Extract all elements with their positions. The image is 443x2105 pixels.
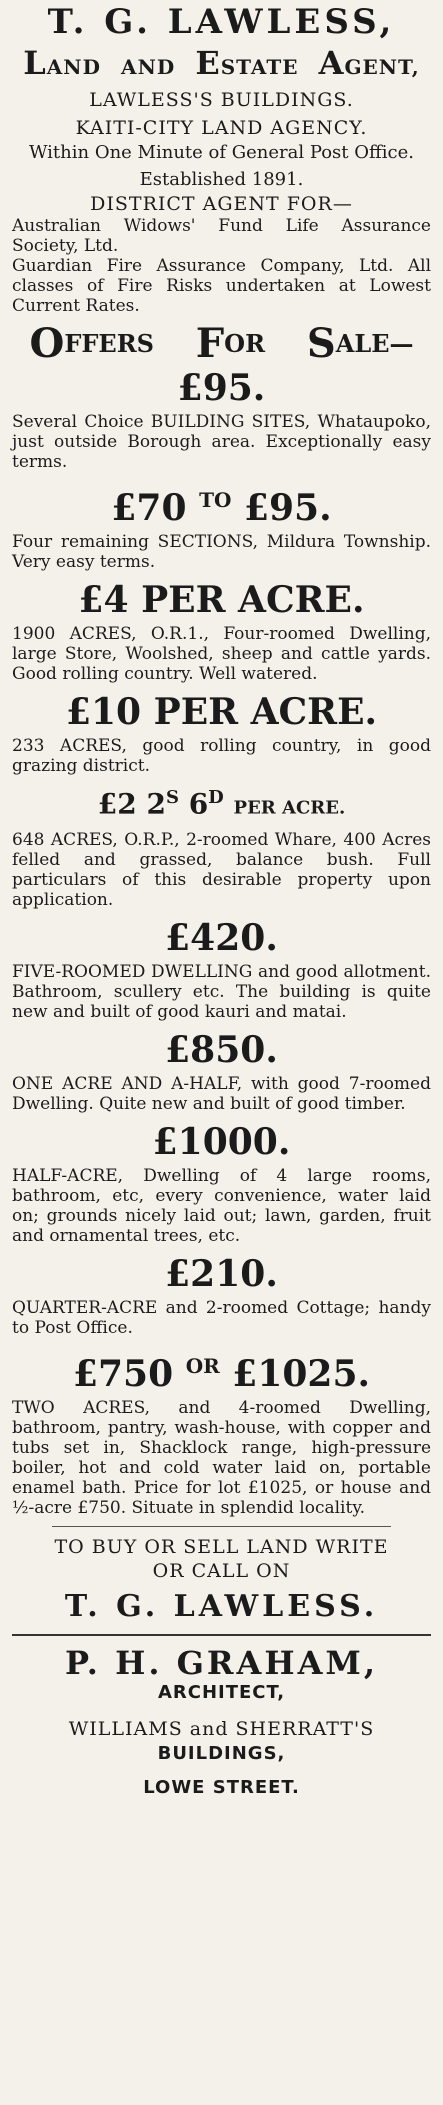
header-name: T. G. LAWLESS,: [47, 2, 396, 42]
header-agency-1: Australian Widows' Fund Life Assurance Society, Ltd.: [12, 216, 431, 256]
closing-line-1: TO BUY OR SELL LAND WRITE: [54, 1536, 389, 1559]
closing-line-2: OR CALL ON: [152, 1560, 291, 1583]
header-location: Within One Minute of General Post Office.: [28, 142, 415, 163]
listing-price: £750 $^{OR}$ £1025.: [72, 1353, 371, 1396]
graham-address-2: BUILDINGS,: [157, 1743, 286, 1765]
listing-text: QUARTER-ACRE and 2-roomed Cottage; handy to Post Office.: [12, 1298, 431, 1339]
header-district-agent: DISTRICT AGENT FOR—: [90, 193, 353, 215]
header-agency-2: Guardian Fire Assurance Company, Ltd. All classes of Fire Risks undertaken at Lowest Current Rates.: [12, 256, 431, 316]
graham-street: LOWE STREET.: [143, 1777, 300, 1799]
advertisement-page: [0, 2, 443, 2105]
graham-profession: ARCHITECT,: [157, 1682, 286, 1704]
listing-text: ONE ACRE AND A-HALF, with good 7-roomed Dwelling. Quite new and built of good timber.: [12, 1074, 431, 1115]
listing-price: £4 PER ACRE.: [78, 579, 365, 621]
closing-name: T. G. LAWLESS.: [64, 1589, 379, 1625]
listing-price: £1000.: [152, 1121, 291, 1164]
divider: [12, 1634, 431, 1636]
listing-text: HALF-ACRE, Dwelling of 4 large rooms, bathroom, etc, every convenience, water laid on; grounds nicely laid out; lawn, garden, fruit and ornamental trees, etc.: [12, 1166, 431, 1247]
listing-text: 1900 ACRES, O.R.1., Four-roomed Dwelling, large Store, Woolshed, sheep and cattle yards. Good rolling country. Well watered.: [12, 624, 431, 684]
listing-text: FIVE-ROOMED DWELLING and good allotment. Bathroom, scullery etc. The building is quite new and built of good kauri and matai.: [12, 962, 431, 1023]
graham-address-1: WILLIAMS and SHERRATT'S: [68, 1718, 375, 1741]
offers-heading: $O^{FFERS}$ $F^{OR}$ $S^{ALE—}$: [29, 320, 414, 367]
listing-price: £850.: [165, 1029, 278, 1072]
listing-price: £95.: [177, 367, 266, 409]
graham-name: P. H. GRAHAM,: [65, 1644, 378, 1683]
listing-text: Several Choice BUILDING SITES, Whataupoko, just outside Borough area. Exceptionally easy terms.: [12, 412, 431, 472]
listing-price: £70 $^{TO}$ £95.: [111, 487, 332, 529]
listing-price: £10 PER ACRE.: [65, 691, 378, 733]
listing-text: 233 ACRES, good rolling country, in good grazing district.: [12, 736, 431, 776]
divider: [52, 1526, 391, 1527]
header-agency: KAITI-CITY LAND AGENCY.: [75, 117, 368, 139]
listing-price: £210.: [165, 1253, 278, 1296]
listing-price: £420.: [165, 917, 278, 960]
header-building: LAWLESS'S BUILDINGS.: [89, 89, 354, 111]
listing-text: TWO ACRES, and 4-roomed Dwelling, bathroom, pantry, wash-house, with copper and tubs set in, Shacklock range, high-pressure boiler, hot and cold water laid on, portable enamel bath. Price for lot £1025, or house and ½-acre £750. Situate in splendid locality.: [12, 1398, 431, 1519]
listing-price: £2 $2^S$ $6^D$ PER ACRE.: [97, 787, 346, 821]
listing-text: Four remaining SECTIONS, Mildura Township. Very easy terms.: [12, 532, 431, 572]
listing-text: 648 ACRES, O.R.P., 2-roomed Whare, 400 Acres felled and grassed, balance bush. Full particulars of this desirable property upon application.: [12, 830, 431, 911]
header-title: LAND AND ESTATE AGENT,: [23, 44, 420, 82]
header-established: Established 1891.: [139, 169, 304, 190]
